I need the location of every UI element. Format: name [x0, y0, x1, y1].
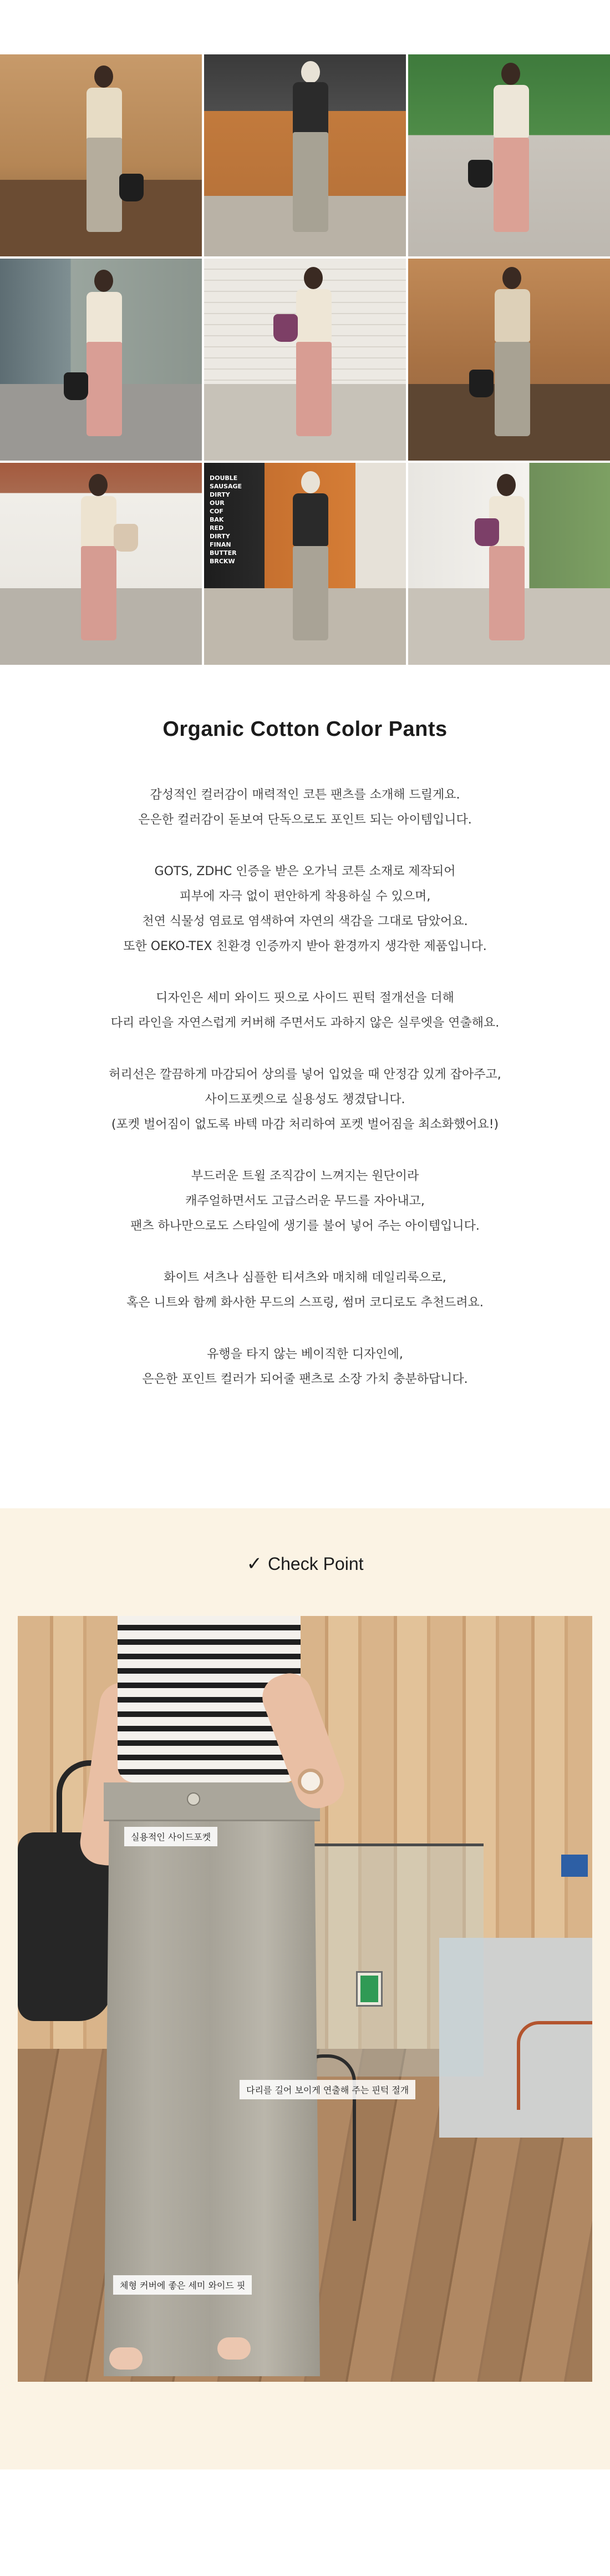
description-line: 부드러운 트윌 조직감이 느껴지는 원단이라	[191, 1169, 419, 1183]
sign-word: DIRTY	[210, 491, 230, 498]
product-description-section	[0, 665, 610, 1508]
description-paragraph	[0, 1062, 610, 1137]
description-paragraphs	[0, 782, 610, 1418]
sign-word: FINAN	[210, 541, 231, 548]
description-paragraph	[0, 986, 610, 1036]
sign-word: SAUSAGE	[210, 483, 242, 490]
sign-word: BRCKW	[210, 558, 235, 565]
label-pintuck: 다리를 길어 보이게 연출해 주는 핀턱 절개	[240, 2080, 415, 2099]
description-line: 혹은 니트와 함께 화사한 무드의 스프링, 썸머 코디로도 추천드려요.	[126, 1296, 484, 1310]
check-point-title: Check Point	[267, 1554, 364, 1574]
stair-rail	[517, 2021, 592, 2110]
description-line: 캐주얼하면서도 고급스러운 무드를 자아내고,	[185, 1194, 425, 1208]
sign-word: COF	[210, 508, 223, 515]
description-line: 또한 OEKO-TEX 친환경 인증까지 받아 환경까지 생각한 제품입니다.	[123, 940, 487, 953]
photo-7-courtyard	[0, 463, 202, 665]
sign-word: BAK	[210, 516, 224, 523]
description-paragraph	[0, 859, 610, 959]
photo-8-sign-board	[204, 463, 406, 665]
description-paragraph	[0, 1342, 610, 1392]
description-line: 디자인은 세미 와이드 핏으로 사이드 핀턱 절개선을 더해	[156, 991, 454, 1005]
description-line: 화이트 셔츠나 심플한 티셔츠와 매치해 데일리룩으로,	[164, 1271, 446, 1285]
check-point-heading	[0, 1553, 610, 1575]
product-title: Organic Cotton Color Pants	[162, 718, 448, 741]
left-foot	[109, 2347, 143, 2370]
description-line: 팬츠 하나만으로도 스타일에 생기를 불어 넣어 주는 아이템입니다.	[130, 1219, 480, 1233]
description-line: 은은한 컬러감이 돋보여 단독으로도 포인트 되는 아이템입니다.	[138, 813, 472, 827]
photo-3-street-hedge	[408, 54, 610, 256]
check-point-section	[0, 1508, 610, 2469]
description-line: 은은한 포인트 컬러가 되어줄 팬츠로 소장 가치 충분하답니다.	[142, 1372, 468, 1386]
description-line: 피부에 자극 없이 편안하게 착용하실 수 있으며,	[179, 890, 431, 903]
sign-word: DIRTY	[210, 533, 230, 540]
description-paragraph	[0, 1164, 610, 1239]
photo-5-brick-wall	[204, 259, 406, 461]
photo-2-storefront	[204, 54, 406, 256]
description-line: (포켓 벌어짐이 없도록 바텍 마감 처리하여 포켓 벌어짐을 최소화했어요!)	[111, 1118, 499, 1132]
description-line: 사이드포켓으로 실용성도 챙겼답니다.	[205, 1093, 405, 1107]
exit-sign-icon	[360, 1976, 378, 2002]
description-line: 유행을 타지 않는 베이직한 디자인에,	[207, 1347, 403, 1361]
sign-board-text	[210, 474, 260, 565]
label-side-pocket: 실용적인 사이드포켓	[124, 1827, 217, 1846]
photo-6-cafe-deck	[408, 259, 610, 461]
description-line: 천연 식물성 염료로 염색하여 자연의 색감을 그대로 담았어요.	[142, 915, 468, 928]
waist-button	[187, 1792, 200, 1806]
description-line: 감성적인 컬러감이 매력적인 코튼 팬츠를 소개해 드릴게요.	[150, 788, 460, 802]
sign-word: RED	[210, 524, 224, 532]
photo-9-white-building	[408, 463, 610, 665]
checkmark-icon: ✓	[246, 1553, 262, 1574]
sign-word: BUTTER	[210, 549, 237, 557]
sign-word: OUR	[210, 499, 225, 507]
wristwatch	[298, 1769, 323, 1794]
right-foot	[217, 2337, 251, 2360]
description-line: 다리 라인을 자연스럽게 커버해 주면서도 과하지 않은 실루엣을 연출해요.	[110, 1016, 500, 1030]
description-paragraph	[0, 782, 610, 832]
photo-grid	[0, 54, 610, 665]
description-line: GOTS, ZDHC 인증을 받은 오가닉 코튼 소재로 제작되어	[154, 865, 456, 878]
blue-sign	[561, 1855, 588, 1877]
pants-waistband	[104, 1782, 320, 1821]
sign-word: DOUBLE	[210, 474, 238, 482]
check-point-photo	[18, 1616, 592, 2382]
photo-1-interior-wood	[0, 54, 202, 256]
label-semi-wide-fit: 체형 커버에 좋은 세미 와이드 핏	[113, 2275, 252, 2295]
photo-4-entrance	[0, 259, 202, 461]
description-line: 허리선은 깔끔하게 마감되어 상의를 넣어 입었을 때 안정감 있게 잡아주고,	[109, 1068, 501, 1082]
description-paragraph	[0, 1265, 610, 1315]
